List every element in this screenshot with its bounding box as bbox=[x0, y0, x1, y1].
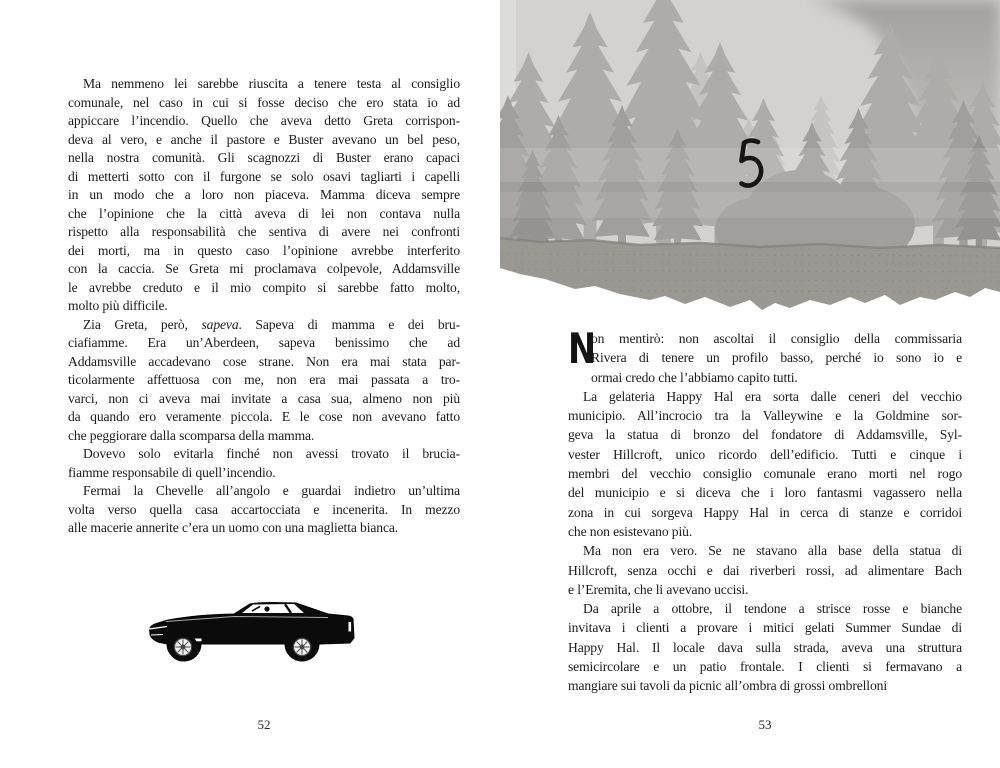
forest-illustration bbox=[500, 0, 1000, 320]
text-line: deva al vero, e anche il pastore e Buster avevano un bel peso, bbox=[68, 131, 460, 147]
text-line: dei morti, ma in questo caso l’opinione avrebbe interferito bbox=[68, 242, 460, 258]
text-line: vester Hillcroft, unico ricordo dell’edificio. Tutti e cinque i bbox=[568, 446, 962, 462]
text-line: comunale, nel caso in cui si fosse deciso che ero stata io ad bbox=[68, 94, 460, 110]
text-line: fiamme responsabile di quell’incendio. bbox=[68, 464, 276, 480]
drop-cap: N bbox=[568, 324, 597, 373]
text-line: molto più difficile. bbox=[68, 298, 168, 313]
text-line: ormai credo che l’abbiamo capito tutti. bbox=[591, 369, 798, 385]
text-line: Rivera di tenere un profilo basso, perché io sono io e bbox=[591, 350, 962, 366]
text-line: volta verso quella casa accartocciata e incenerita. In mezzo bbox=[68, 501, 460, 517]
text-line: alle macerie annerite c’era un uomo con una maglietta bianca. bbox=[68, 520, 399, 535]
text-line: varci, non ci aveva mai invitate a casa sua, almeno non più bbox=[68, 390, 460, 406]
text-line: Dovevo solo evitarla finché non avessi trovato il brucia- bbox=[83, 446, 460, 461]
text-line: nella nostra comunità. Gli scagnozzi di Buster erano capaci bbox=[68, 150, 460, 165]
text-line: Hillcroft, senza occhi e dai riverberi rossi, ad alimentare Bach bbox=[568, 562, 962, 578]
text-line: Ma non era vero. Se ne stavano alla base della statua di bbox=[583, 543, 962, 559]
text-line: ciafiamme. Era un’Aberdeen, sapeva benissimo che ad bbox=[68, 335, 460, 350]
text-line: membri del vecchio consiglio comunale erano morti nel rogo bbox=[568, 466, 962, 482]
right-page bbox=[500, 0, 1000, 768]
text-line: mangiare sui tavoli da picnic all’ombra di grossi ombrelloni bbox=[568, 678, 887, 694]
text-line: Ma nemmeno lei sarebbe riuscita a tenere testa al consiglio bbox=[83, 76, 460, 91]
text-line: semicircolare e un patio frontale. I clienti si fermavano a bbox=[568, 659, 962, 675]
text-line: municipio. All’incrocio tra la Valleywine e la Goldmine sor- bbox=[568, 408, 962, 424]
text-line: on mentirò: non ascoltai il consiglio della commissaria bbox=[591, 331, 962, 346]
text-line: appiccare l’incendio. Quello che aveva detto Greta corrispon- bbox=[68, 113, 460, 128]
text-line: Fermai la Chevelle all’angolo e guardai indietro un’ultima bbox=[83, 483, 460, 498]
text-line: ticolarmente affettuosa con me, non era mai passata a tro- bbox=[68, 372, 460, 387]
text-line: geva la statua di bronzo del fondatore di Addamsville, Syl- bbox=[568, 427, 962, 443]
car-illustration bbox=[146, 598, 362, 662]
text-line: con la caccia. Se Greta mi proclamava colpevole, Addamsville bbox=[68, 261, 460, 276]
text-line: invitava i clienti a provare i mitici gelati Summer Sundae di bbox=[568, 620, 962, 636]
text-line: che l’opinione che la città aveva di lei non contava nulla bbox=[68, 205, 460, 221]
text-line: le avrebbe creduto e il mio compito si sarebbe fatto molto, bbox=[68, 279, 460, 295]
text-line: Happy Hal. Il locale dava sulla strada, aveva una struttura bbox=[568, 639, 962, 655]
text-line: e l’Eremita, che li avevano uccisi. bbox=[568, 581, 749, 597]
text-line: rispetto alla responsabilità che sentiva di avere nei confronti bbox=[68, 224, 460, 239]
page-number-left: 52 bbox=[257, 717, 271, 732]
text-line: che non esistevano più. bbox=[568, 523, 693, 539]
text-line: La gelateria Happy Hal era sorta dalle ceneri del vecchio bbox=[583, 388, 962, 404]
front-wheel bbox=[169, 633, 198, 662]
text-line: di metterti sotto con il furgone se solo osavi tagliarti i capelli bbox=[68, 168, 460, 184]
page-number-right: 53 bbox=[758, 717, 772, 732]
text-line: Da aprile a ottobre, il tendone a strisce rosse e bianche bbox=[583, 601, 962, 617]
text-line: da quando ero veramente piccola. E le cose non avevano fatto bbox=[68, 409, 460, 424]
text-line: che peggiorare dalla scomparsa della mamma. bbox=[68, 427, 315, 443]
text-line: in un modo che a loro non piaceva. Mamma diceva sempre bbox=[68, 187, 460, 202]
text-line: del municipio e si diceva che i loro fantasmi vagassero nella bbox=[568, 485, 962, 501]
left-page-text bbox=[68, 75, 460, 538]
right-page-text bbox=[568, 324, 962, 696]
text-line: zona in cui sorgeva Happy Hal in cerca di stanze e corridoi bbox=[568, 504, 962, 520]
text-line: Zia Greta, però, sapeva. Sapeva di mamma e dei bru- bbox=[83, 316, 460, 332]
rear-wheel bbox=[288, 633, 317, 662]
text-line: Addamsville accadevano cose strane. Non era mai stata par- bbox=[68, 353, 460, 369]
